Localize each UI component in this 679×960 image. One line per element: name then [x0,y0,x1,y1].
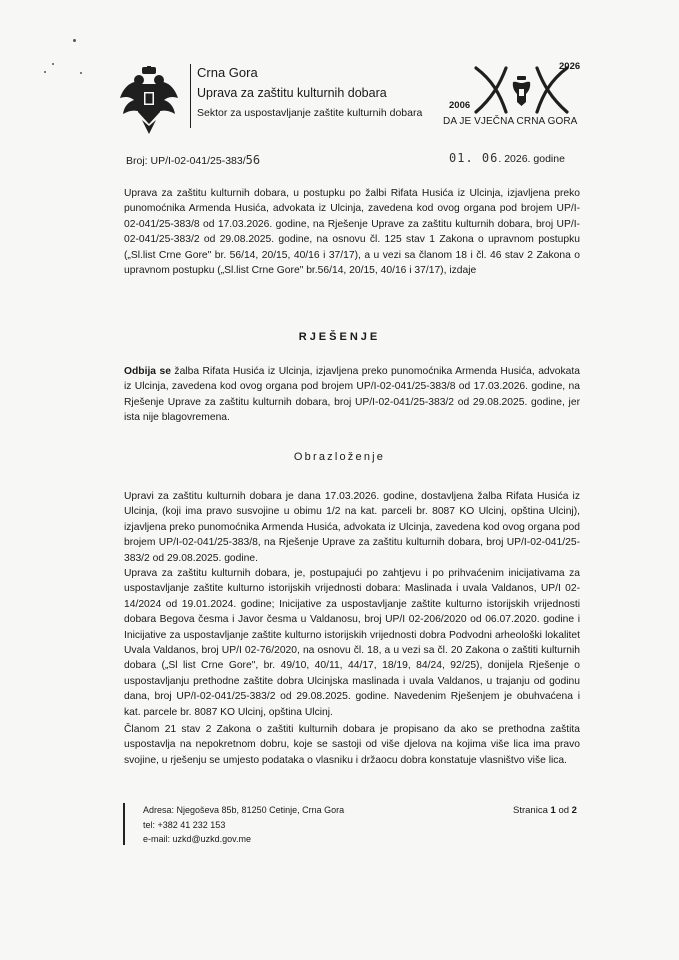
reasoning-paragraph-1: Upravi za zaštitu kulturnih dobara je dana 17.03.2026. godine, dostavljena žalba Rifata Husića iz Ulcinja, (koji ima pravo susvojine u obimu 1/2 na kat. parceli br. 8087 KO Ulcinj, opština Ulcinj), izjavljena preko punomoćnika Armenda Husića, advokata iz Ulcinja, zavedena kod ovog organa pod brojem UP/I-02-041/25-383/8, na Rješenje Uprave za zaštitu kulturnih dobara, broj UP/I-02-041/25-383/2 od 29.08.2025. godine. [124,491,580,564]
footer-divider [123,803,125,845]
header-divider [190,64,191,128]
handwritten-date: 01. 06 [449,151,499,165]
footer-address: Adresa: Njegoševa 85b, 81250 Cetinje, Crna Gora [143,805,345,815]
scan-speck [44,71,46,73]
reference-prefix: Broj: UP/I-02-041/25-383/ [126,155,246,167]
decision-text: žalba Rifata Husića iz Ulcinja, izjavljena preko punomoćnika Armenda Husića, advokata iz Ulcinja, zavedena kod ovog organa pod brojem UP/I-02-041/25-383/8 od 17.03.2026. godine, na Rješenje Uprave za zaštitu kulturnih dobara, broj UP/I-02-041/25-383/2 od 29.08.2025. godine, jer ista nije blagovremena. [124,366,580,424]
jubilee-motto: DA JE VJEČNA CRNA GORA [443,116,578,127]
handwritten-number: 56 [245,153,261,167]
header-text [197,64,422,121]
header-authority: Uprava za zaštitu kulturnih dobara [197,86,387,100]
jubilee-year-start: 2006 [449,100,471,111]
scan-speck [52,63,54,65]
decision-paragraph [124,364,580,426]
scan-speck [80,72,82,74]
decision-title: RJEŠENJE [298,331,381,343]
page-number: Stranica 1 od 2 [513,805,577,816]
montenegro-coat-of-arms-icon [118,66,180,136]
reference-number [126,153,260,167]
jubilee-year-end: 2026 [559,61,581,72]
date-suffix: . 2026. godine [498,153,565,165]
header-sector: Sektor za uspostavljanje zaštite kulturnih dobara [197,107,423,119]
header-country: Crna Gora [197,65,258,80]
intro-paragraph: Uprava za zaštitu kulturnih dobara, u postupku po žalbi Rifata Husića iz Ulcinja, izjavljena preko punomoćnika Armenda Husića, advokata iz Ulcinja, zavedena kod ovog organa pod brojem UP/I-02-041/25-383/8 od 17.03.2026. godine, na Rješenje Uprave za zaštitu kulturnih dobara, broj UP/I-02-041/25-383/2 od 29.08.2025. godine, na osnovu čl. 125 stav 1 Zakona o upravnom postupku („Sl.list Crne Gore" br. 56/14, 20/15, 40/16 i 37/17), a u vezi sa članom 18 i čl. 46 stav 2 Zakona o upravnom postupku („Sl.list Crne Gore" br.56/14, 20/15, 40/16 i 37/17), izdaje [124,188,580,277]
footer-phone: tel: +382 41 232 153 [143,819,226,830]
decision-lead: Odbija se [124,366,171,377]
reasoning-paragraph-2: Uprava za zaštitu kulturnih dobara, je, postupajući po zahtjevu i po prihvaćenim inicijativama za uspostavljanje zaštite kulturno istorijskih vrijednosti dobara: Maslinada i uvala Valdanos, UP/I 02-14/2024 od 19.01.2024. godine; Inicijative za uspostavljanje zaštite kulturno istorijskih vrijednosti dobara Begova česma i Javor česma u Valdanosu, broj UP/I 02-206/2020 od 06.07.2020. godine i Inicijative za uspostavljanje zaštite kulturno istorijskih vrijednosti dobra Podvodni arheološki lokalitet Uvala Valdanos, broj UP/I 02-76/2020, na osnovu čl. 18, a u vezi sa čl. 20 Zakona o zaštiti kulturnih dobara („Sl list Crne Gore", br. 49/10, 40/11, 44/17, 18/19, 84/24, 92/25), donijela Rješenje o uspostavljanju prethodne zaštite dobra Ulcinjska maslinada i uvala Valdanos, u trajanju od godinu dana, broj UP/I-02-041/25-383/2 od 29.08.2025. godine. Navedenim Rješenjem je obuhvaćena i kat. parcele br. 8087 KO Ulcinj, opština Ulcinj. [124,568,580,718]
footer-email[interactable]: e-mail: uzkd@uzkd.gov.me [143,834,252,844]
reasoning-title: Obrazloženje [293,451,386,463]
footer-contact [143,803,344,847]
document-date [449,151,565,165]
reasoning-paragraph-3: Članom 21 stav 2 Zakona o zaštiti kulturnih dobara je propisano da ako se prethodna zaštita uspostavlja na nepokretnom dobru, koje se sastoji od više djelova na kojima više lica ima pravo svojine, u rješenju se umjesto podataka o vlasniku i držaocu dobra konstatuje vlasništvo više lica. [124,724,580,766]
scan-speck [73,39,76,42]
